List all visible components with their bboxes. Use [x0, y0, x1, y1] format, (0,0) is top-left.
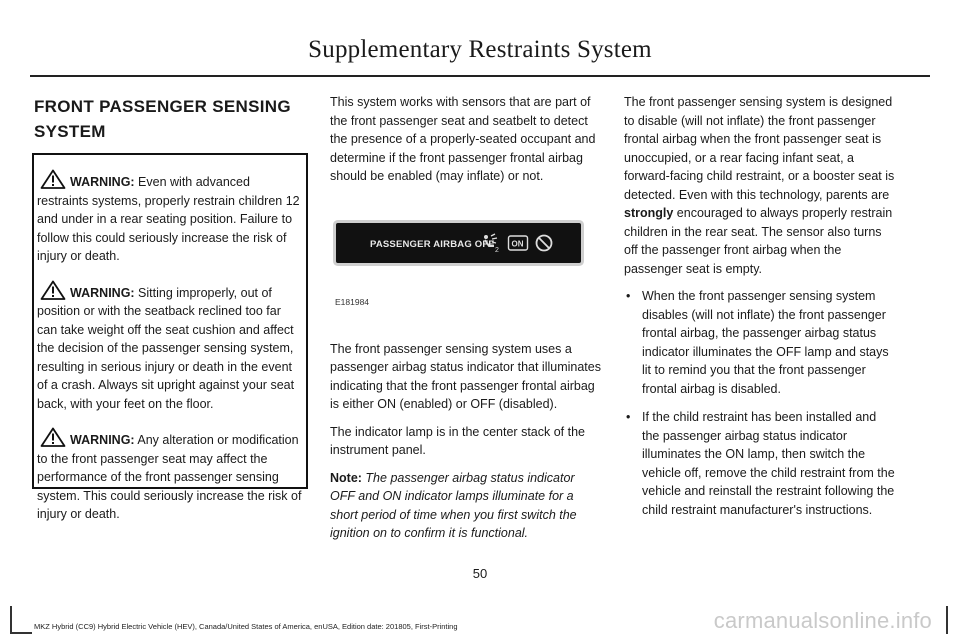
warning-label: WARNING: — [70, 285, 135, 300]
warning-box — [32, 153, 308, 521]
paragraph: The indicator lamp is in the center stack of the instrument panel. — [330, 424, 585, 457]
warning-triangle-icon — [40, 427, 66, 447]
passenger-airbag-icon — [480, 232, 502, 254]
airbag-indicator-figure — [330, 198, 602, 326]
warning-1 — [37, 169, 302, 266]
warning-label: WARNING: — [70, 433, 135, 447]
column-2 — [330, 93, 602, 552]
intro-paragraph: This system works with sensors that are part of the front passenger seat and seatbelt to detect the presence of a properly-seated occupant and determine if the front passenger frontal airbag should be enabled (may inflate) or not. — [330, 95, 596, 183]
note-text: The passenger airbag status indicator OFF and ON indicator lamps illuminate for a short period of time when you first switch the ignition on to confirm it is functional. — [330, 470, 577, 540]
watermark-logo: carmanualsonline.info — [713, 608, 932, 633]
paragraph-text: The front passenger sensing system is designed to disable (will not inflate) the front passenger frontal airbag when the front passenger seat is unoccupied, or a rear facing infant seat, a forward-facing child restraint, or a booster seat is detected. Even with this technology, parents are — [624, 95, 895, 202]
footer-edition-info: MKZ Hybrid (CC9) Hybrid Electric Vehicle (HEV), Canada/United States of America, enUSA, Edition date: 201805, First-Printing — [34, 622, 458, 631]
on-lamp-icon — [507, 232, 529, 254]
warning-triangle-icon — [40, 169, 66, 189]
paragraph — [624, 93, 896, 278]
warning-text: Any alteration or modification to the front passenger seat may affect the performance of the front passenger sensing system. This could seriously increase the risk of injury or death. — [37, 433, 302, 521]
note-label: Note: — [330, 470, 362, 485]
crop-mark — [946, 606, 948, 634]
paragraph-text: encouraged to always properly restrain children in the rear seat. The sensor also turns off the passenger front airbag when the passenger seat is empty. — [624, 206, 893, 276]
crop-mark — [10, 606, 12, 634]
list-item: • When the front passenger sensing system disables (will not inflate) the front passenger frontal airbag, the passenger airbag status indicator illuminates the OFF lamp and stays lit to remind you that the front passenger frontal airbag is disabled. — [624, 287, 896, 398]
page-number: 50 — [472, 566, 488, 581]
airbag-status-indicator-panel — [336, 223, 581, 263]
warning-text: Even with advanced restraints systems, properly restrain children 12 and under in a rear seating position. Failure to follow this could seriously increase the risk of injury or death. — [37, 175, 300, 263]
note — [330, 469, 602, 543]
list-item: • If the child restraint has been installed and the passenger airbag status indicator illuminates the ON lamp, then switch the vehicle off, remove the child restraint from the vehicle and reinstall the restraint following the child restraint manufacturer's instructions. — [624, 408, 896, 519]
svg-text:2: 2 — [495, 246, 499, 254]
on-lamp-text: ON — [511, 239, 524, 248]
panel-label: PASSENGER AIRBAG OFF — [370, 238, 495, 250]
column-3 — [624, 93, 896, 529]
off-prohibition-icon — [533, 232, 555, 254]
warning-text: Sitting improperly, out of position or with the seatback reclined too far can take weight off the seat cushion and affect the decision of the passenger sensing system, resulting in serious injury or death in the event of a crash. Always sit upright against your seat back, with your feet on the floor. — [37, 285, 295, 411]
page-title: Supplementary Restraints System — [308, 36, 652, 63]
warning-triangle-icon — [40, 280, 66, 300]
warning-label: WARNING: — [70, 175, 135, 189]
figure-id: E181984 — [335, 296, 370, 307]
warning-2 — [37, 280, 302, 414]
header-rule — [30, 75, 930, 77]
crop-mark — [10, 632, 32, 634]
warning-3 — [37, 427, 302, 524]
paragraph: The front passenger sensing system uses a passenger airbag status indicator that illuminates indicating that the front passenger frontal airbag is either ON (enabled) or OFF (disabled). — [330, 341, 601, 411]
bullet-list — [624, 287, 896, 519]
emphasis-text: strongly — [624, 206, 674, 220]
section-heading: FRONT PASSENGER SENSING SYSTEM — [34, 97, 291, 141]
